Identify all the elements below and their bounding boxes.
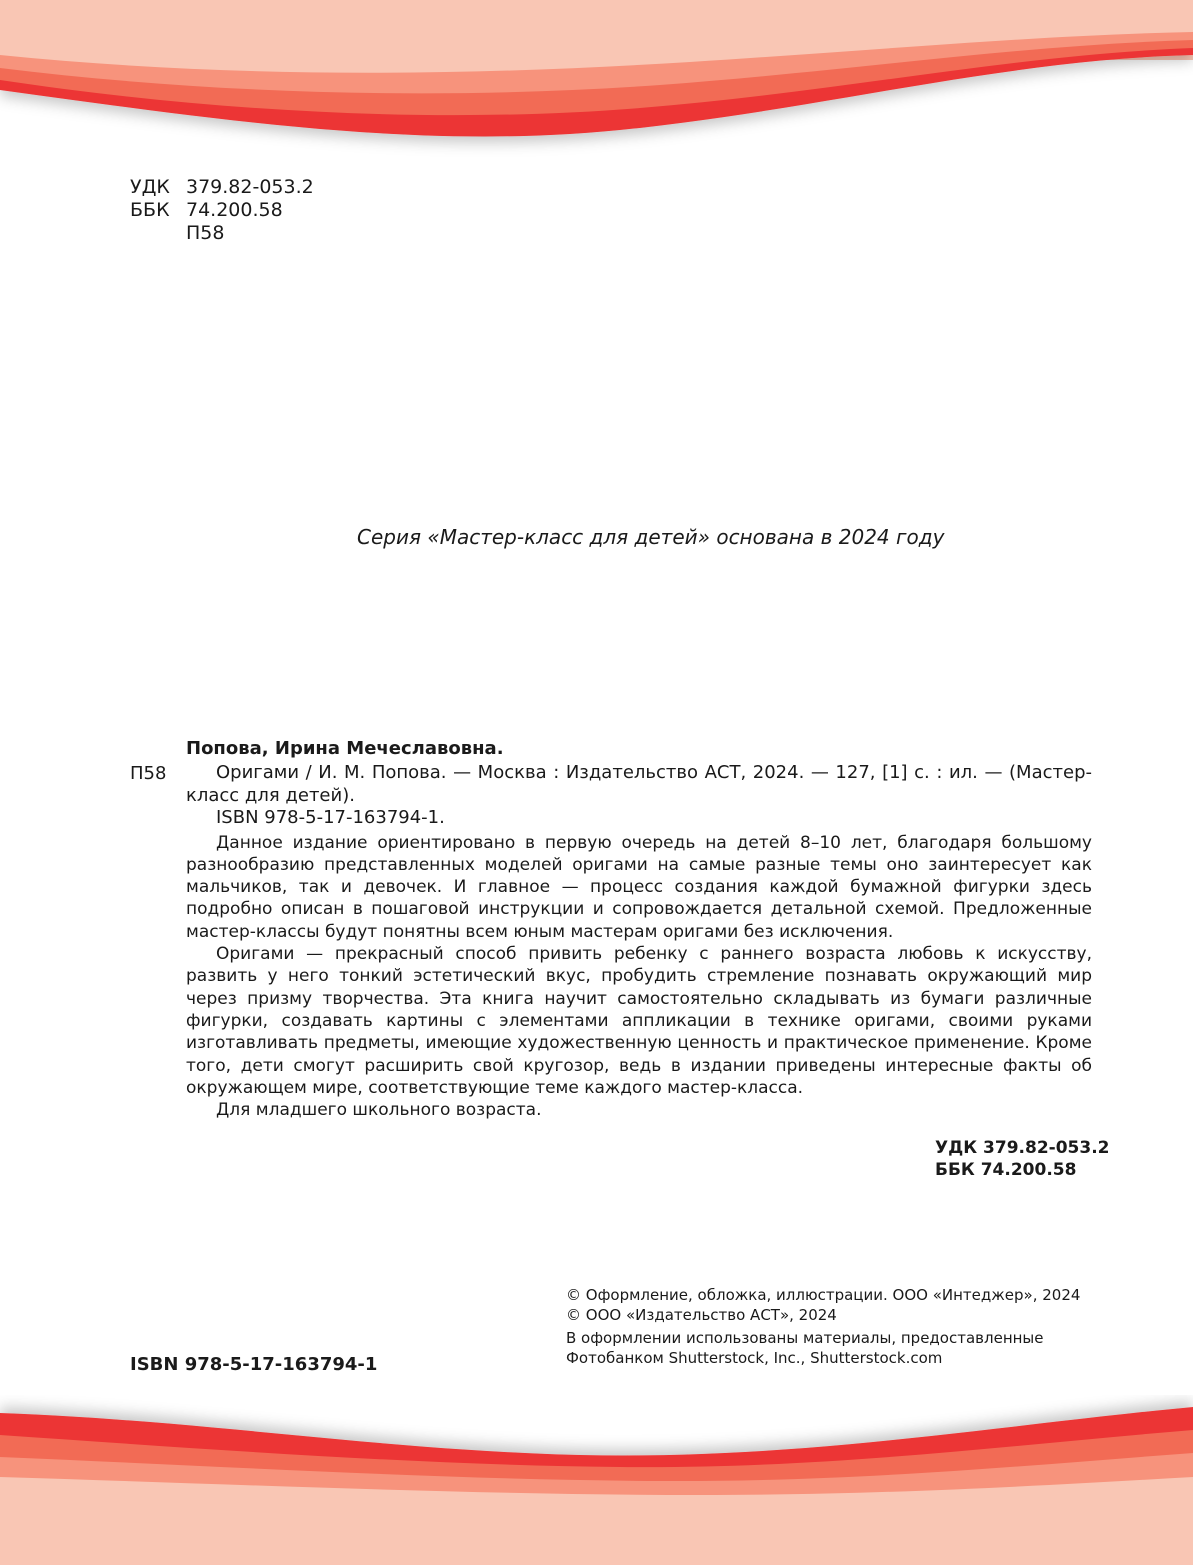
credits-line: В оформлении использованы материалы, предоставленные (566, 1329, 1044, 1347)
record-title: Оригами / И. М. Попова. — Москва : Издательство АСТ, 2024. — 127, [1] с. : ил. — (Мастер-класс для детей). (186, 762, 1092, 807)
top-wave-decoration (0, 0, 1193, 170)
copyright-block (566, 1285, 1080, 1368)
isbn-bottom: ISBN 978-5-17-163794-1 (130, 1354, 378, 1375)
udk-label: УДК (130, 176, 170, 198)
classification-codes-right (935, 1137, 1110, 1181)
author-mark: П58 (186, 222, 225, 244)
bbk-code: ББК 74.200.58 (935, 1160, 1077, 1180)
annotation-paragraph-2: Оригами — прекрасный способ привить ребенку с раннего возраста любовь к искусству, развить у него тонкий эстетический вкус, пробудить стремление познавать окружающий мир через призму творчества. Эта книга научит самостоятельно складывать из бумаги различные фигурки, создавать картины с элементами аппликации в технике оригами, своими руками изготавливать предметы, имеющие художественную ценность и практическое применение. Кроме того, дети смогут расширить свой кругозор, ведь в издании приведены интересные факты об окружающем мире, соответствующие теме каждого мастер-класса. (186, 944, 1092, 1098)
bbk-value: 74.200.58 (186, 199, 283, 221)
age-note: Для младшего школьного возраста. (216, 1100, 542, 1121)
bibliographic-record (130, 738, 1092, 1121)
credits-line: Фотобанком Shutterstock, Inc., Shutterstock.com (566, 1349, 943, 1367)
copyright-line: © Оформление, обложка, иллюстрации. ООО «Интеджер», 2024 (566, 1286, 1081, 1304)
series-note: Серия «Мастер-класс для детей» основана в 2024 году (357, 525, 945, 549)
udk-value: 379.82-053.2 (186, 176, 314, 198)
record-isbn: ISBN 978-5-17-163794-1. (216, 807, 445, 829)
annotation-paragraph-1: Данное издание ориентировано в первую очередь на детей 8–10 лет, благодаря большому разнообразию представленных моделей оригами на самые разные темы оно заинтересует как мальчиков, так и девочек. И главное — процесс создания каждой бумажной фигурки здесь подробно описан в пошаговой инструкции и сопровождается детальной схемой. Предложенные мастер-классы будут понятны всем юным мастерам оригами без исключения. (186, 832, 1092, 942)
classification-block (130, 176, 314, 245)
bbk-label: ББК (130, 199, 170, 221)
bottom-wave-decoration (0, 1395, 1193, 1565)
record-author-mark: П58 (130, 763, 167, 784)
copyright-line: © ООО «Издательство АСТ», 2024 (566, 1306, 837, 1324)
record-author: Попова, Ирина Мечеславовна. (186, 738, 504, 759)
udk-code: УДК 379.82-053.2 (935, 1138, 1110, 1158)
